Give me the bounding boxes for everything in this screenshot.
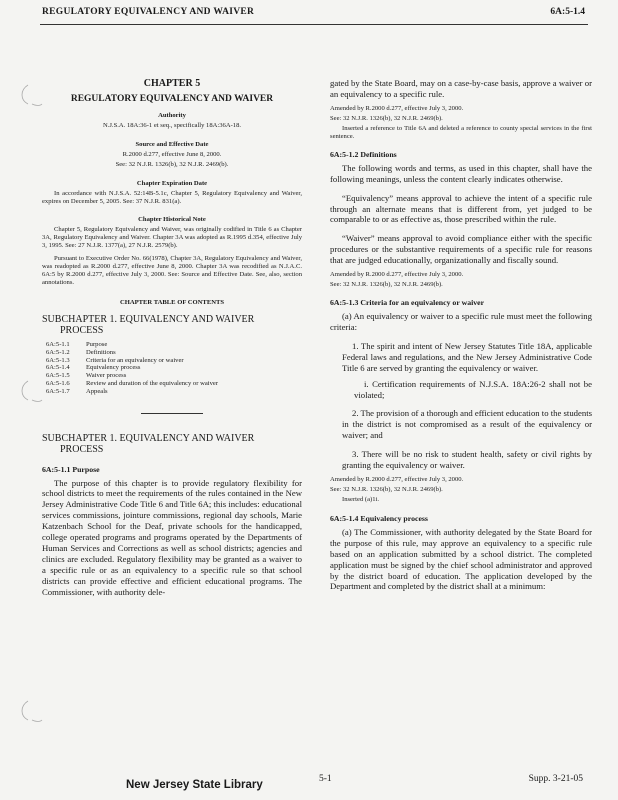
left-column [42,78,302,603]
authority-heading: Authority [158,112,186,119]
running-header-section: 6A:5-1.4 [550,7,585,17]
expiration-heading: Chapter Expiration Date [136,180,208,187]
binding-hole-mark [14,82,44,108]
amendment-description: Inserted a reference to Title 6A and deleted a reference to county special services in the first sentence. [330,124,592,140]
subchapter-heading: SUBCHAPTER 1. EQUIVALENCY AND WAIVER PROCESS [42,432,255,455]
criteria-heading: 6A:5-1.3 Criteria for an equivalency or waiver [330,298,485,308]
header-rule [40,24,588,25]
definition-waiver: “Waiver” means approval to avoid compliance either with the specific procedures or the substantive requirements of a specific rule for reasons that are judged educationally, organizationally and fiscally sound. [330,233,592,266]
supplement-date: Supp. 3-21-05 [528,774,583,784]
toc-title: Review and duration of the equivalency or waiver [86,379,219,387]
source-citation: See: 32 N.J.R. 1326(b), 32 N.J.R. 2469(b). [115,161,229,168]
toc-number: 6A:5-1.3 [46,356,70,364]
definitions-intro: The following words and terms, as used in this chapter, shall have the following meanings, unless the content clearly indicates otherwise. [330,162,592,184]
binding-hole-mark [14,698,44,724]
criteria-item-2: 2. The provision of a thorough and efficient education to the students in the district is not compromised as a result of the equivalency or waiver; and [342,408,592,441]
amendment-note: Amended by R.2000 d.277, effective July 3, 2000. [330,104,464,112]
toc-title: Equivalency process [86,364,141,372]
definition-equivalency: “Equivalency” means approval to achieve the intent of a specific rule through an alternate means that is different from, yet judged to be comparable to or as effective as, those prescribed within the rule. [330,192,592,225]
binding-hole-mark [14,378,44,404]
toc-number: 6A:5-1.1 [46,341,70,348]
definitions-heading: 6A:5-1.2 Definitions [330,149,397,159]
toc-number: 6A:5-1.5 [46,372,70,380]
purpose-text: The purpose of this chapter is to provide regulatory flexibility for school districts to meet the requirements of the rules contained in the New Jersey Administrative Code Title 6 and Title 6A; this includes: educational services commissions, jointure commissions, regional day schools, Marie Katzenbach School for the Deaf, private schools for the handicapped, college operated programs and programs operated by the Departments of Human Services and Corrections as well as school districts; agencies and clinics are excluded. Regulatory flexibility may be granted as a waiver to a specific rule or as an equivalency to a specific rule so that school districts can provide effective and efficient educational programs. The Commissioner, with authority dele- [42,477,302,597]
toc-number: 6A:5-1.4 [46,364,70,372]
toc-heading: CHAPTER TABLE OF CONTENTS [119,299,225,306]
criteria-item-3: 3. There will be no risk to student health, safety or civil rights by granting the equivalency or waiver. [342,449,592,471]
section-divider [141,413,203,414]
criteria-item-1-i: i. Certification requirements of N.J.S.A. 18A:26-2 shall not be violated; [354,378,592,400]
criteria-intro: (a) An equivalency or waiver to a specific rule must meet the following criteria: [330,311,592,332]
amendment-note: Amended by R.2000 d.277, effective July 3, 2000. [330,475,464,483]
running-header-title: REGULATORY EQUIVALENCY AND WAIVER [42,7,255,17]
toc-number: 6A:5-1.7 [46,387,70,395]
source-text: R.2000 d.277, effective June 8, 2000. [122,151,222,158]
toc-title: Waiver process [86,372,127,380]
criteria-item-1: 1. The spirit and intent of New Jersey Statutes Title 18A, applicable Federal laws and regulations, and the New Jersey Administrative Code Title 6 are served by granting the equivalency or waiver. [342,340,592,373]
history-heading: Chapter Historical Note [138,216,206,223]
toc-title: Appeals [86,387,108,395]
toc-number: 6A:5-1.2 [46,348,70,356]
history-text-1: Chapter 5, Regulatory Equivalency and Waiver, was originally codified in Title 6 as Chapter 3A, Regulatory Equivalency and Waiver. Chapter 3A was adopted as R.1995 d.354, effective July 3, 1995. See: 27 N.J.R. 1377(a), 27 N.J.R. 2579(b). [42,226,302,249]
table-of-contents [46,341,302,396]
page-number: 5-1 [319,774,332,784]
amendment-description: Inserted (a)1i. [342,495,379,503]
chapter-title: REGULATORY EQUIVALENCY AND WAIVER [70,94,274,104]
expiration-text: In accordance with N.J.S.A. 52:14B-5.1c, Chapter 5, Regulatory Equivalency and Waiver, expires on December 5, 2005. See: 37 N.J.R. 831(a). [42,190,302,205]
amendment-citation: See: 32 N.J.R. 1326(b), 32 N.J.R. 2469(b). [330,485,443,493]
library-stamp: New Jersey State Library [126,779,263,791]
toc-subchapter-heading: SUBCHAPTER 1. EQUIVALENCY AND WAIVER PROCESS [42,314,255,336]
authority-text: N.J.S.A. 18A:36-1 et seq., specifically 18A:36A-18. [102,122,242,129]
equivalency-process-heading: 6A:5-1.4 Equivalency process [330,513,428,523]
source-heading: Source and Effective Date [135,141,209,148]
chapter-number: CHAPTER 5 [143,78,201,89]
equivalency-process-text: (a) The Commissioner, with authority delegated by the State Board for the purpose of this rule, may approve an equivalency to a specific rule based on an application submitted by a school district. The completed application must be signed by the chief school administrator and approved by the district board of education. The application developed by the Department and completed by the district shall at a minimum: [330,526,592,592]
toc-title: Criteria for an equivalency or waiver [86,356,184,364]
amendment-citation: See: 32 N.J.R. 1326(b), 32 N.J.R. 2469(b). [330,114,443,122]
history-text-2: Pursuant to Executive Order No. 66(1978), Chapter 3A, Regulatory Equivalency and Waiver, was readopted as R.2000 d.277, effective June 8, 2000. Chapter 3A was recodified as N.J.A.C. 6A:5 by R.2000 d.277, effective July 3, 2000. See: Source and Effective Date. See, also, section annotations. [42,255,302,286]
amendment-citation: See: 32 N.J.R. 1326(b), 32 N.J.R. 2469(b). [330,281,443,289]
right-column [330,78,592,597]
purpose-continued: gated by the State Board, may on a case-by-case basis, approve a waiver or an equivalency to a specific rule. [330,78,592,99]
toc-number: 6A:5-1.6 [46,379,70,387]
amendment-note: Amended by R.2000 d.277, effective July 3, 2000. [330,271,464,279]
purpose-heading: 6A:5-1.1 Purpose [42,464,100,474]
toc-title: Purpose [86,341,108,348]
toc-title: Definitions [86,348,116,356]
